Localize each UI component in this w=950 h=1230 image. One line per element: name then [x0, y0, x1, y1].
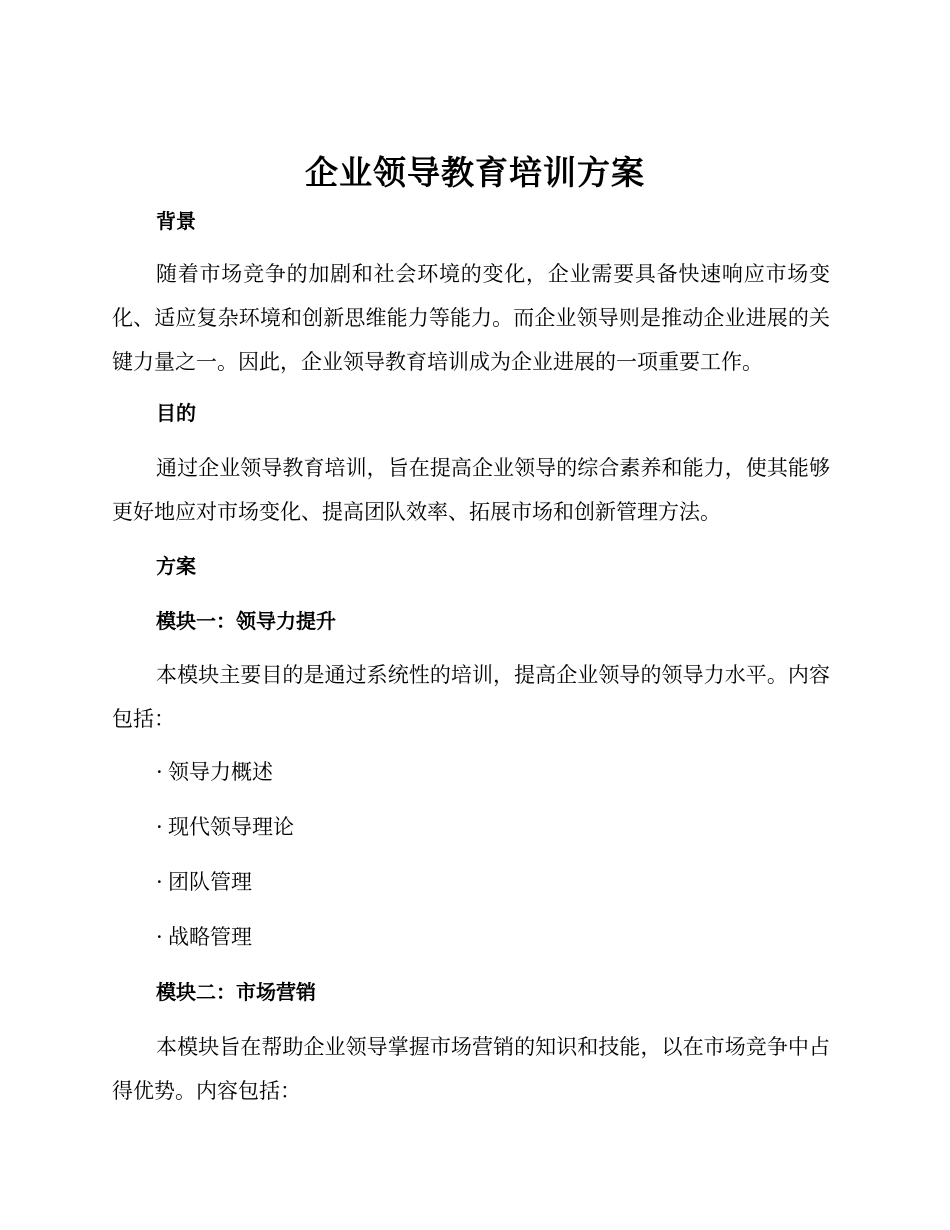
heading-background: 背景	[156, 209, 196, 233]
paragraph-purpose: 通过企业领导教育培训，旨在提高企业领导的综合素养和能力，使其能够更好地应对市场变化、提高团队效率、拓展市场和创新管理方法。	[112, 456, 830, 524]
bullet-mark: ·	[156, 760, 163, 784]
paragraph-module-2: 本模块旨在帮助企业领导掌握市场营销的知识和技能，以在市场竞争中占得优势。内容包括：	[112, 1035, 830, 1103]
heading-module-1: 模块一：领导力提升	[156, 609, 336, 633]
heading-module-2: 模块二：市场营销	[156, 980, 316, 1004]
heading-purpose: 目的	[156, 401, 196, 425]
list-item-label: 战略管理	[168, 925, 252, 949]
heading-plan: 方案	[156, 554, 196, 578]
paragraph-module-1: 本模块主要目的是通过系统性的培训，提高企业领导的领导力水平。内容包括：	[112, 663, 830, 731]
bullet-mark: ·	[156, 815, 163, 839]
list-item-label: 现代领导理论	[168, 815, 294, 839]
list-item	[156, 812, 294, 842]
document-title: 企业领导教育培训方案	[305, 153, 645, 192]
list-item-label: 领导力概述	[168, 760, 273, 784]
list-item	[156, 757, 273, 787]
bullet-mark: ·	[156, 870, 163, 894]
paragraph-background: 随着市场竞争的加剧和社会环境的变化，企业需要具备快速响应市场变化、适应复杂环境和创新思维能力等能力。而企业领导则是推动企业进展的关键力量之一。因此，企业领导教育培训成为企业进展的一项重要工作。	[112, 262, 830, 374]
list-item-label: 团队管理	[168, 870, 252, 894]
bullet-mark: ·	[156, 925, 163, 949]
list-item	[156, 922, 252, 952]
list-item	[156, 867, 252, 897]
